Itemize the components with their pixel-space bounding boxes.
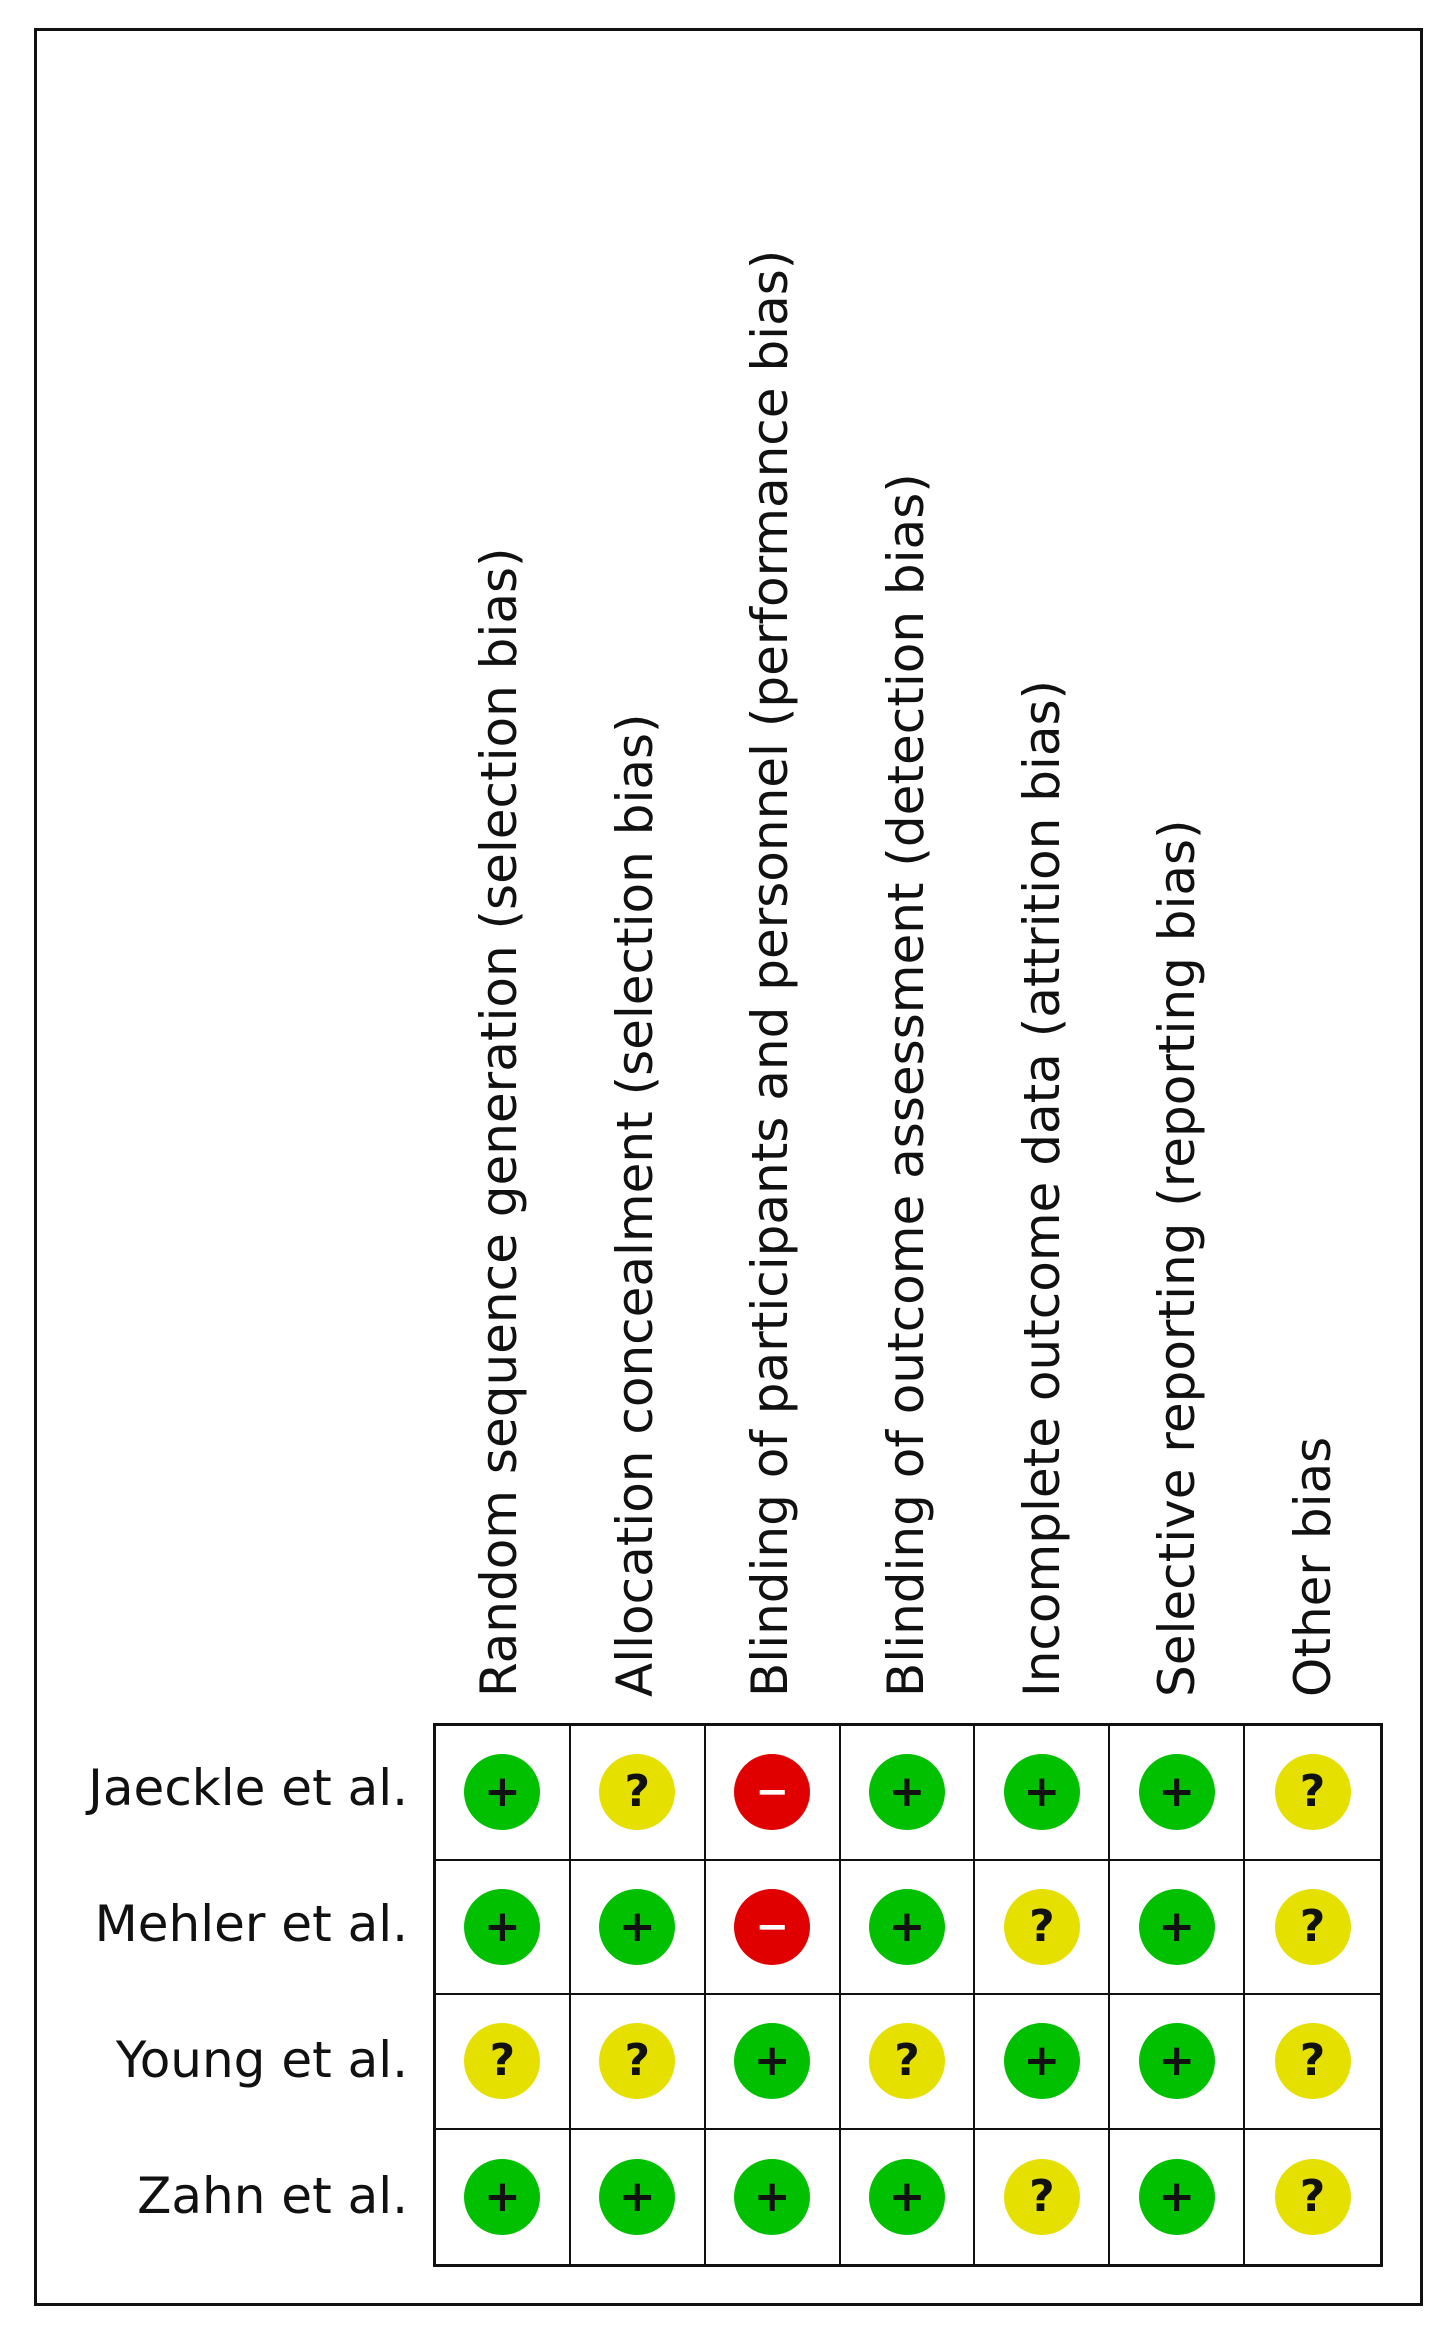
judgement-symbol: + [888, 2170, 926, 2222]
plus-circle-icon [1139, 2159, 1215, 2235]
plus-circle-icon [464, 1754, 540, 1830]
judgement-symbol: + [618, 1900, 656, 1952]
grid-cell [706, 1726, 841, 1861]
question-circle-icon [869, 2023, 945, 2099]
judgement-symbol: + [1023, 2035, 1061, 2087]
grid-cell [841, 1861, 976, 1996]
grid-cell [841, 1995, 976, 2130]
grid-cell [436, 2130, 571, 2265]
domain-header-incomplete-outcome: Incomplete outcome data (attrition bias) [1012, 679, 1071, 1697]
judgement-symbol: + [1158, 1900, 1196, 1952]
grid-cell [975, 1726, 1110, 1861]
question-circle-icon [599, 1754, 675, 1830]
minus-circle-icon [734, 1754, 810, 1830]
study-label: Jaeckle et al. [88, 1759, 408, 1817]
plus-circle-icon [869, 1754, 945, 1830]
judgement-symbol: + [1158, 2035, 1196, 2087]
judgement-symbol: − [755, 1903, 789, 1950]
plus-circle-icon [1139, 1889, 1215, 1965]
grid-cell [975, 1861, 1110, 1996]
plus-circle-icon [734, 2023, 810, 2099]
grid-cell [436, 1995, 571, 2130]
grid-cell [436, 1726, 571, 1861]
judgement-symbol: + [1158, 1766, 1196, 1818]
grid-cell [571, 1726, 706, 1861]
judgement-symbol: + [888, 1900, 926, 1952]
judgement-symbol: + [483, 1900, 521, 1952]
judgement-symbol: + [1023, 1766, 1061, 1818]
grid-cell [1245, 1861, 1380, 1996]
question-circle-icon [464, 2023, 540, 2099]
study-label: Mehler et al. [94, 1895, 408, 1953]
plus-circle-icon [1139, 1754, 1215, 1830]
question-circle-icon [1004, 1889, 1080, 1965]
judgement-symbol: ? [1029, 1900, 1055, 1952]
judgement-symbol: ? [1299, 2170, 1326, 2222]
grid-cell [841, 2130, 976, 2265]
judgement-symbol: ? [1029, 2170, 1055, 2222]
grid-cell [436, 1861, 571, 1996]
question-circle-icon [1275, 1889, 1351, 1965]
domain-header-allocation-concealment: Allocation concealment (selection bias) [605, 713, 664, 1697]
grid-cell [1245, 1995, 1380, 2130]
domain-header-selective-reporting: Selective reporting (reporting bias) [1148, 819, 1207, 1697]
minus-circle-icon [734, 1889, 810, 1965]
plus-circle-icon [734, 2159, 810, 2235]
judgement-symbol: ? [1299, 1900, 1326, 1952]
judgement-symbol: + [888, 1766, 926, 1818]
judgement-symbol: + [753, 2035, 791, 2087]
judgement-symbol: ? [1299, 1766, 1326, 1818]
plus-circle-icon [599, 2159, 675, 2235]
domain-header-blinding-participants: Blinding of participants and personnel (performance bias) [741, 249, 800, 1697]
grid-cell [975, 2130, 1110, 2265]
study-label: Young et al. [115, 2031, 408, 2089]
grid-cell [1110, 1995, 1245, 2130]
judgement-symbol: + [753, 2170, 791, 2222]
judgement-symbol: ? [624, 2035, 651, 2087]
judgement-symbol: + [483, 1766, 521, 1818]
judgement-symbol: ? [894, 2035, 920, 2087]
grid-cell [975, 1995, 1110, 2130]
grid-cell [1245, 1726, 1380, 1861]
judgement-symbol: + [1158, 2170, 1196, 2222]
domain-header-blinding-outcome: Blinding of outcome assessment (detection bias) [877, 473, 935, 1697]
question-circle-icon [1275, 1754, 1351, 1830]
risk-of-bias-grid [433, 1723, 1383, 2267]
judgement-symbol: ? [624, 1766, 651, 1818]
grid-cell [1110, 1726, 1245, 1861]
judgement-symbol: + [483, 2170, 521, 2222]
grid-cell [571, 1861, 706, 1996]
domain-header-random-sequence: Random sequence generation (selection bias) [469, 547, 528, 1697]
plus-circle-icon [869, 2159, 945, 2235]
plus-circle-icon [1139, 2023, 1215, 2099]
judgement-symbol: − [755, 1769, 789, 1816]
grid-cell [841, 1726, 976, 1861]
domain-header-other-bias: Other bias [1284, 1436, 1343, 1697]
judgement-symbol: ? [1299, 2035, 1326, 2087]
plus-circle-icon [1004, 2023, 1080, 2099]
grid-cell [1110, 2130, 1245, 2265]
plus-circle-icon [869, 1889, 945, 1965]
question-circle-icon [599, 2023, 675, 2099]
judgement-symbol: + [618, 2170, 656, 2222]
grid-cell [571, 1995, 706, 2130]
study-label: Zahn et al. [137, 2167, 408, 2225]
grid-cell [1245, 2130, 1380, 2265]
plus-circle-icon [1004, 1754, 1080, 1830]
grid-cell [706, 1861, 841, 1996]
question-circle-icon [1275, 2023, 1351, 2099]
grid-cell [706, 1995, 841, 2130]
grid-cell [571, 2130, 706, 2265]
grid-cell [1110, 1861, 1245, 1996]
plus-circle-icon [599, 1889, 675, 1965]
plus-circle-icon [464, 1889, 540, 1965]
judgement-symbol: ? [489, 2035, 516, 2087]
question-circle-icon [1275, 2159, 1351, 2235]
grid-cell [706, 2130, 841, 2265]
question-circle-icon [1004, 2159, 1080, 2235]
plus-circle-icon [464, 2159, 540, 2235]
